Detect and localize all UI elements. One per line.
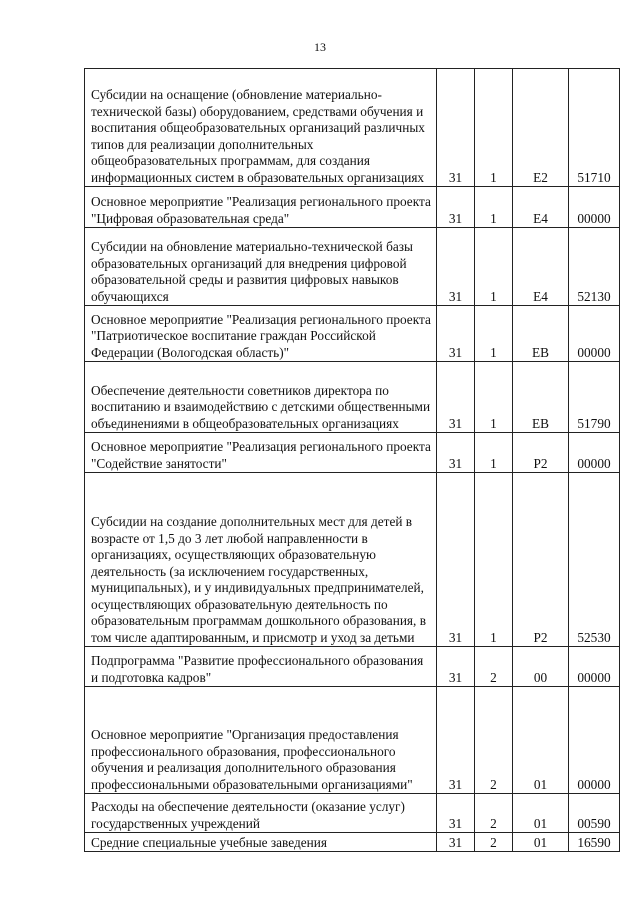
subprogram-code-cell: 2 [475,794,513,833]
direction-code-cell: 51790 [569,362,620,433]
row-description: Основное мероприятие "Организация предоставления профессионального образования, профессионального обучения и реализация дополнительного образования профессиональными образовательными организациями" [85,687,437,794]
project-code-cell: EB [513,362,569,433]
program-code-cell: 31 [437,362,475,433]
direction-code-cell: 00000 [569,306,620,362]
program-code-cell: 31 [437,69,475,187]
program-code-cell: 31 [437,433,475,473]
project-code-cell: E4 [513,228,569,306]
row-description: Обеспечение деятельности советников директора по воспитанию и взаимодействию с детскими общественными объединениями в общеобразовательных организациях [85,362,437,433]
program-code-cell: 31 [437,833,475,852]
program-code-cell: 31 [437,228,475,306]
program-code-cell: 31 [437,647,475,687]
program-code-cell: 31 [437,306,475,362]
direction-code-cell: 52530 [569,473,620,647]
program-code-cell: 31 [437,687,475,794]
project-code-cell: 00 [513,647,569,687]
project-code-cell: E4 [513,187,569,228]
project-code-cell: E2 [513,69,569,187]
direction-code-cell: 16590 [569,833,620,852]
subprogram-code-cell: 1 [475,187,513,228]
row-description: Подпрограмма "Развитие профессионального образования и подготовка кадров" [85,647,437,687]
program-code-cell: 31 [437,473,475,647]
subprogram-code-cell: 1 [475,433,513,473]
project-code-cell: 01 [513,833,569,852]
row-description: Основное мероприятие "Реализация регионального проекта "Содействие занятости" [85,433,437,473]
table-row [85,833,620,852]
table-row [85,228,620,306]
program-code-cell: 31 [437,794,475,833]
table-row [85,794,620,833]
table-row [85,187,620,228]
direction-code-cell: 52130 [569,228,620,306]
direction-code-cell: 00000 [569,687,620,794]
table-row [85,306,620,362]
project-code-cell: EB [513,306,569,362]
subprogram-code-cell: 1 [475,362,513,433]
project-code-cell: P2 [513,473,569,647]
project-code-cell: 01 [513,794,569,833]
direction-code-cell: 51710 [569,69,620,187]
table-row [85,687,620,794]
direction-code-cell: 00590 [569,794,620,833]
row-description: Субсидии на создание дополнительных мест для детей в возрасте от 1,5 до 3 лет любой направленности в организациях, осуществляющих образовательную деятельность (за исключением государственных, муниципальных), и у индивидуальных предпринимателей, осуществляющих образовательную деятельность по образовательным программам дошкольного образования, в том числе адаптированным, и присмотр и уход за детьми [85,473,437,647]
subprogram-code-cell: 1 [475,473,513,647]
direction-code-cell: 00000 [569,433,620,473]
subprogram-code-cell: 2 [475,687,513,794]
budget-table [84,68,620,852]
row-description: Средние специальные учебные заведения [85,833,437,852]
page-number: 13 [314,40,326,54]
row-description: Субсидии на обновление материально-технической базы образовательных организаций для внедрения цифровой образовательной среды и развития цифровых навыков обучающихся [85,228,437,306]
subprogram-code-cell: 2 [475,647,513,687]
project-code-cell: P2 [513,433,569,473]
subprogram-code-cell: 1 [475,69,513,187]
table-row [85,362,620,433]
project-code-cell: 01 [513,687,569,794]
table-row [85,647,620,687]
direction-code-cell: 00000 [569,187,620,228]
program-code-cell: 31 [437,187,475,228]
row-description: Основное мероприятие "Реализация регионального проекта "Патриотическое воспитание граждан Российской Федерации (Вологодская область)" [85,306,437,362]
table-row [85,473,620,647]
row-description: Субсидии на оснащение (обновление материально-технической базы) оборудованием, средствами обучения и воспитания общеобразовательных организаций различных типов для реализации дополнительных общеобразовательных программам, для создания информационных систем в образовательных организациях [85,69,437,187]
direction-code-cell: 00000 [569,647,620,687]
table-row [85,433,620,473]
row-description: Расходы на обеспечение деятельности (оказание услуг) государственных учреждений [85,794,437,833]
subprogram-code-cell: 2 [475,833,513,852]
row-description: Основное мероприятие "Реализация регионального проекта "Цифровая образовательная среда" [85,187,437,228]
table-row [85,69,620,187]
subprogram-code-cell: 1 [475,306,513,362]
subprogram-code-cell: 1 [475,228,513,306]
